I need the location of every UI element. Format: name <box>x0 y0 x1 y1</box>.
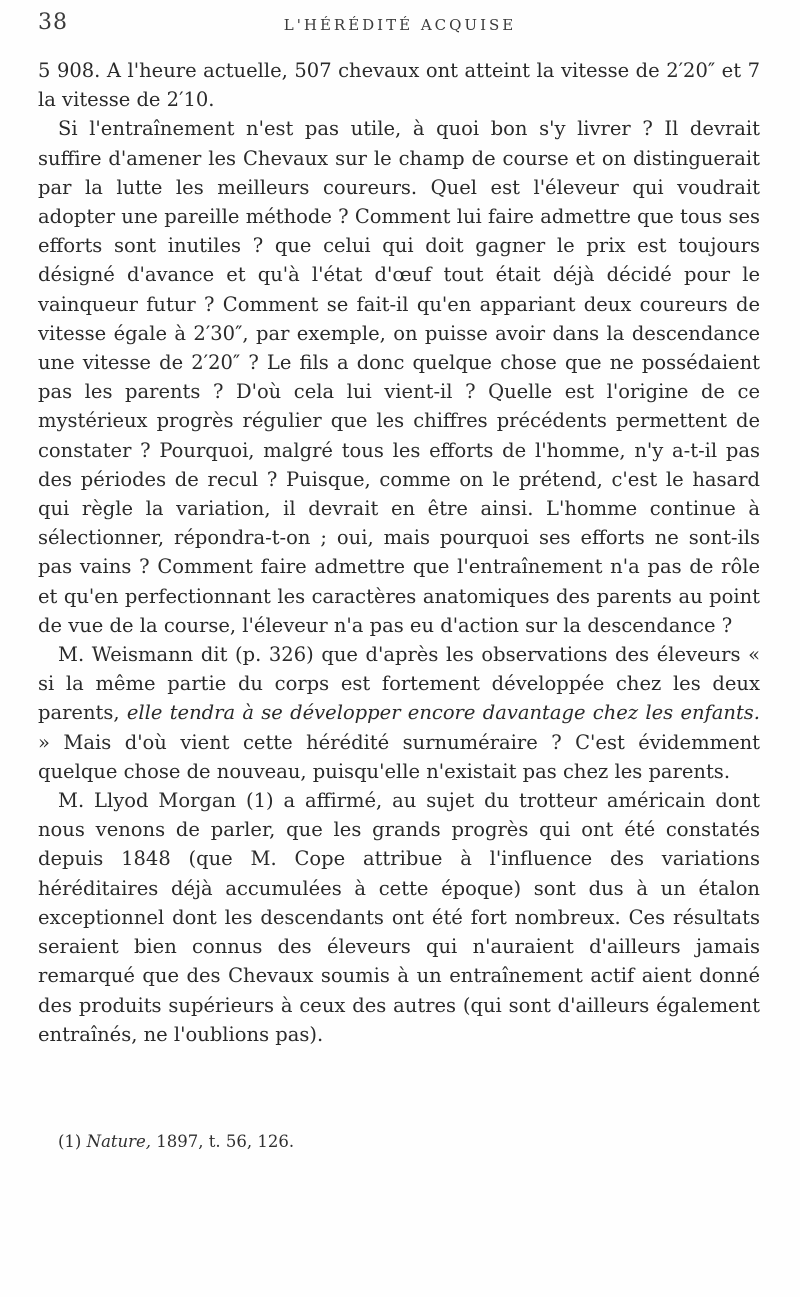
page-header <box>38 10 762 40</box>
paragraph-continuation: 5 908. A l'heure actuelle, 507 chevaux ont atteint la vitesse de 2′20″ et 7 la vitesse de 2′10. <box>38 59 760 112</box>
weismann-quote-italic: elle tendra à se développer encore davantage chez les enfants. <box>126 701 761 725</box>
weismann-text-after: » Mais d'où vient cette hérédité surnuméraire ? C'est évidemment quelque chose de nouveau, puisqu'elle n'existait pas chez les parents. <box>38 730 760 783</box>
footnote <box>58 1131 758 1153</box>
paragraph-weismann <box>38 640 760 786</box>
page-number: 38 <box>38 10 68 35</box>
footnote-marker: (1) <box>58 1132 87 1151</box>
footnote-details: 1897, t. 56, 126. <box>151 1132 295 1151</box>
weismann-text-before: M. Weismann dit (p. 326) que d'après les observations des éleveurs « si la même partie du corps est fortement développée chez les deux parents, <box>38 643 760 725</box>
paragraph-training-argument: Si l'entraînement n'est pas utile, à quoi bon s'y livrer ? Il devrait suffire d'amener les Chevaux sur le champ de course et on distinguerait par la lutte les meilleurs coureurs. Quel est l'éleveur qui voudrait adopter une pareille méthode ? Comment lui faire admettre que tous ses efforts sont inutiles ? que celui qui doit gagner le prix est toujours désigné d'avance et qu'à l'état d'œuf tout était déjà décidé pour le vainqueur futur ? Comment se fait-il qu'en appariant deux coureurs de vitesse égale à 2′30″, par exemple, on puisse avoir dans la descendance une vitesse de 2′20″ ? Le fils a donc quelque chose que ne possédaient pas les parents ? D'où cela lui vient-il ? Quelle est l'origine de ce mystérieux progrès régulier que les chiffres précédents permettent de constater ? Pourquoi, malgré tous les efforts de l'homme, n'y a-t-il pas des périodes de recul ? Puisque, comme on le prétend, c'est le hasard qui règle la variation, il devrait en être ainsi. L'homme continue à sélectionner, répondra-t-on ; oui, mais pourquoi ses efforts ne sont-ils pas vains ? Comment faire admettre que l'entraînement n'a pas de rôle et qu'en perfectionnant les caractères anatomiques des parents au point de vue de la course, l'éleveur n'a pas eu d'action sur la descendance ? <box>38 117 760 637</box>
running-title: L'HÉRÉDITÉ ACQUISE <box>283 16 517 34</box>
body-text <box>38 56 760 1049</box>
footnote-source: Nature, <box>86 1132 152 1151</box>
paragraph-morgan: M. Llyod Morgan (1) a affirmé, au sujet du trotteur américain dont nous venons de parler, que les grands progrès qui ont été constatés depuis 1848 (que M. Cope attribue à l'influence des variations héréditaires déjà accumulées à cette époque) sont dus à un étalon exceptionnel dont les descendants ont été fort nombreux. Ces résultats seraient bien connus des éleveurs qui n'auraient d'ailleurs jamais remarqué que des Chevaux soumis à un entraînement actif aient donné des produits supérieurs à ceux des autres (qui sont d'ailleurs également entraînés, ne l'oublions pas). <box>38 789 760 1046</box>
